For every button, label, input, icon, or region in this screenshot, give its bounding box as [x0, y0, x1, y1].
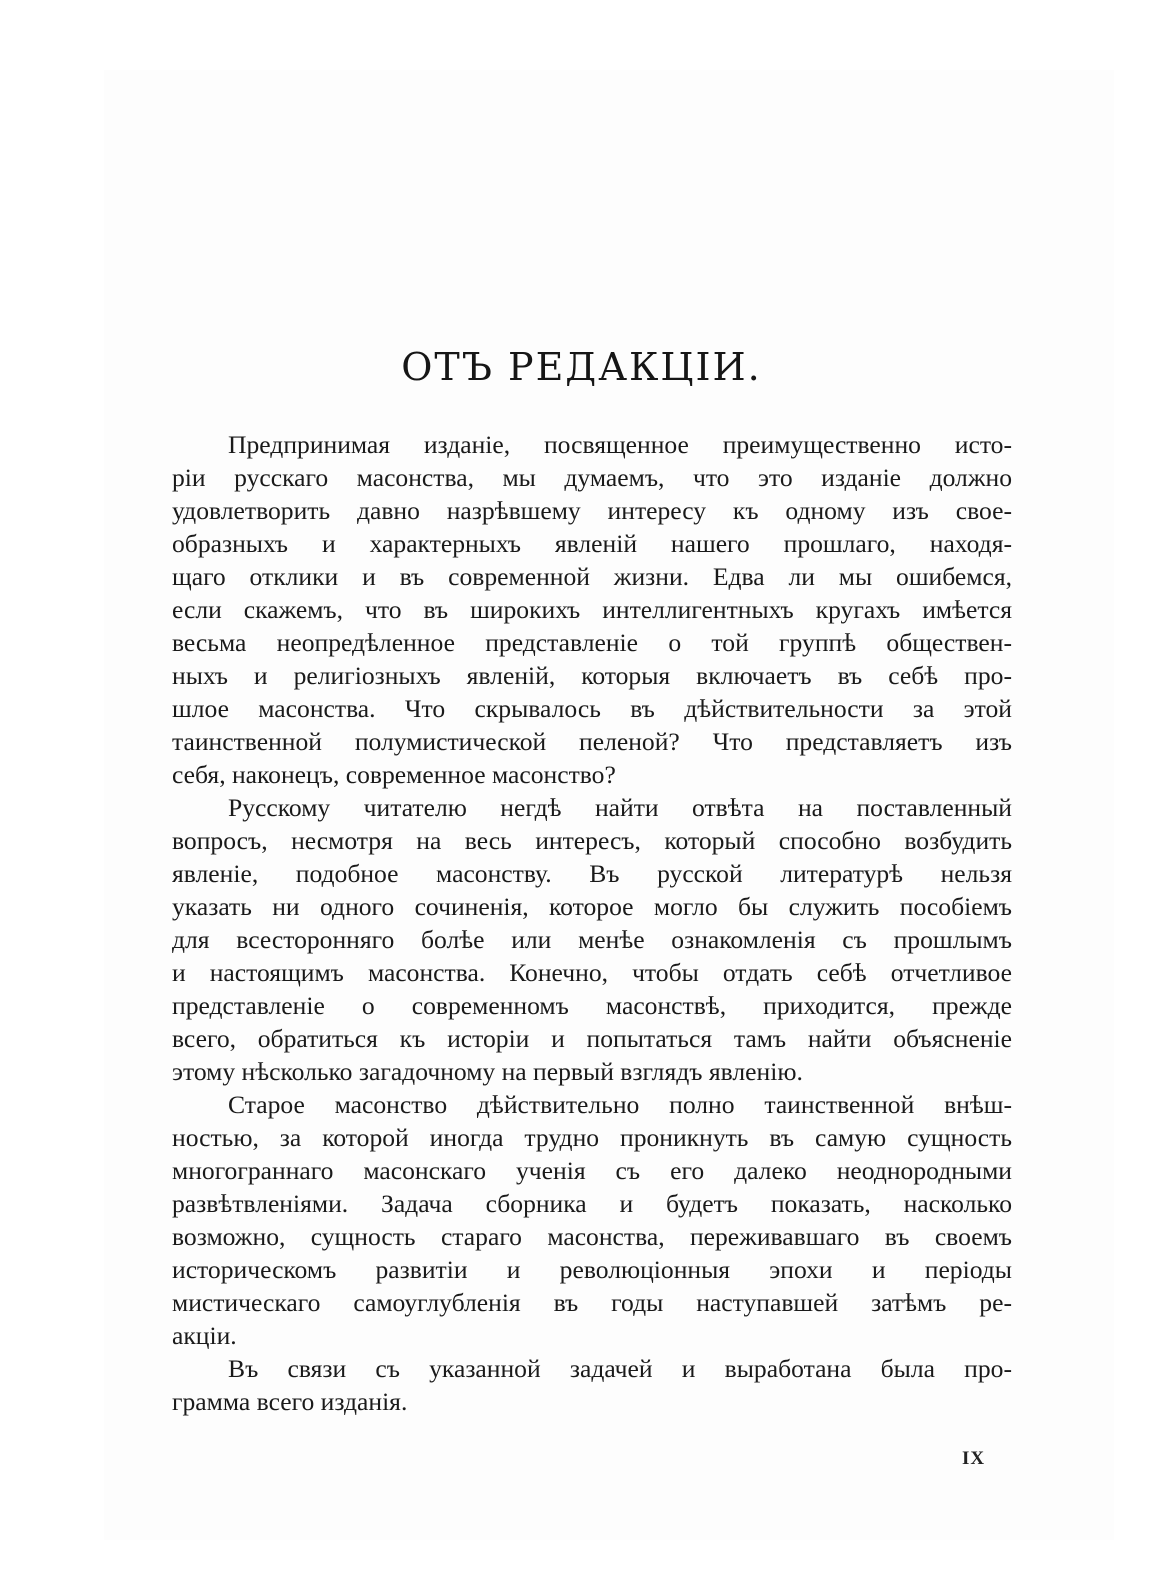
text-line: этому нѣсколько загадочному на первый взглядъ явленію.: [172, 1057, 803, 1086]
text-line: ныхъ и религіозныхъ явленій, которыя включаетъ въ себѣ про-: [172, 661, 1012, 690]
text-line: ностью, за которой иногда трудно проникнуть въ самую сущность: [172, 1123, 1012, 1152]
text-line: Предпринимая изданіе, посвященное преимущественно исто-: [228, 430, 1012, 459]
text-line: развѣтвленіями. Задача сборника и будетъ показать, насколько: [172, 1189, 1012, 1218]
text-line: для всесторонняго болѣе или менѣе ознакомленія съ прошлымъ: [172, 925, 1012, 954]
text-line: Старое масонство дѣйствительно полно таинственной внѣш-: [228, 1090, 1012, 1119]
text-line: образныхъ и характерныхъ явленій нашего прошлаго, находя-: [172, 529, 1012, 558]
text-line: возможно, сущность стараго масонства, переживавшаго въ своемъ: [172, 1222, 1012, 1251]
text-line: если скажемъ, что въ широкихъ интеллигентныхъ кругахъ имѣется: [172, 595, 1012, 624]
text-line: и настоящимъ масонства. Конечно, чтобы отдать себѣ отчетливое: [172, 958, 1012, 987]
text-line: грамма всего изданія.: [172, 1387, 408, 1416]
text-line: ріи русскаго масонства, мы думаемъ, что это изданіе должно: [172, 463, 1012, 492]
text-line: историческомъ развитіи и революціонныя эпохи и періоды: [172, 1255, 1012, 1284]
text-line: всего, обратиться къ исторіи и попытаться тамъ найти объясненіе: [172, 1024, 1012, 1053]
text-line: Въ связи съ указанной задачей и выработана была про-: [228, 1354, 1012, 1383]
text-line: мистическаго самоуглубленія въ годы наступавшей затѣмъ ре-: [172, 1288, 1012, 1317]
text-line: явленіе, подобное масонству. Въ русской литературѣ нельзя: [172, 859, 1012, 888]
text-line: шлое масонства. Что скрывалось въ дѣйствительности за этой: [172, 694, 1012, 723]
text-line: щаго отклики и въ современной жизни. Едва ли мы ошибемся,: [172, 562, 1012, 591]
page-number: IX: [962, 1448, 986, 1469]
text-line: весьма неопредѣленное представленіе о той группѣ обществен-: [172, 628, 1012, 657]
text-line: представленіе о современномъ масонствѣ, приходится, прежде: [172, 991, 1012, 1020]
text-line: Русскому читателю негдѣ найти отвѣта на поставленный: [228, 793, 1012, 822]
text-line: указать ни одного сочиненія, которое могло бы служить пособіемъ: [172, 892, 1012, 921]
text-line: таинственной полумистической пеленой? Что представляетъ изъ: [172, 727, 1012, 756]
paragraph-1: [172, 428, 1012, 791]
text-line: акціи.: [172, 1321, 237, 1350]
paragraph-4: [172, 1352, 1012, 1418]
text-line: себя, наконецъ, современное масонство?: [172, 760, 616, 789]
paragraph-2: [172, 791, 1012, 1088]
text-line: удовлетворить давно назрѣвшему интересу къ одному изъ свое-: [172, 496, 1012, 525]
body-text: [172, 428, 1012, 1418]
text-line: вопросъ, несмотря на весь интересъ, который способно возбудить: [172, 826, 1012, 855]
text-line: многограннаго масонскаго ученія съ его далеко неоднородными: [172, 1156, 1012, 1185]
page-title: ОТЪ РЕДАКЦІИ.: [401, 345, 762, 389]
paragraph-3: [172, 1088, 1012, 1352]
